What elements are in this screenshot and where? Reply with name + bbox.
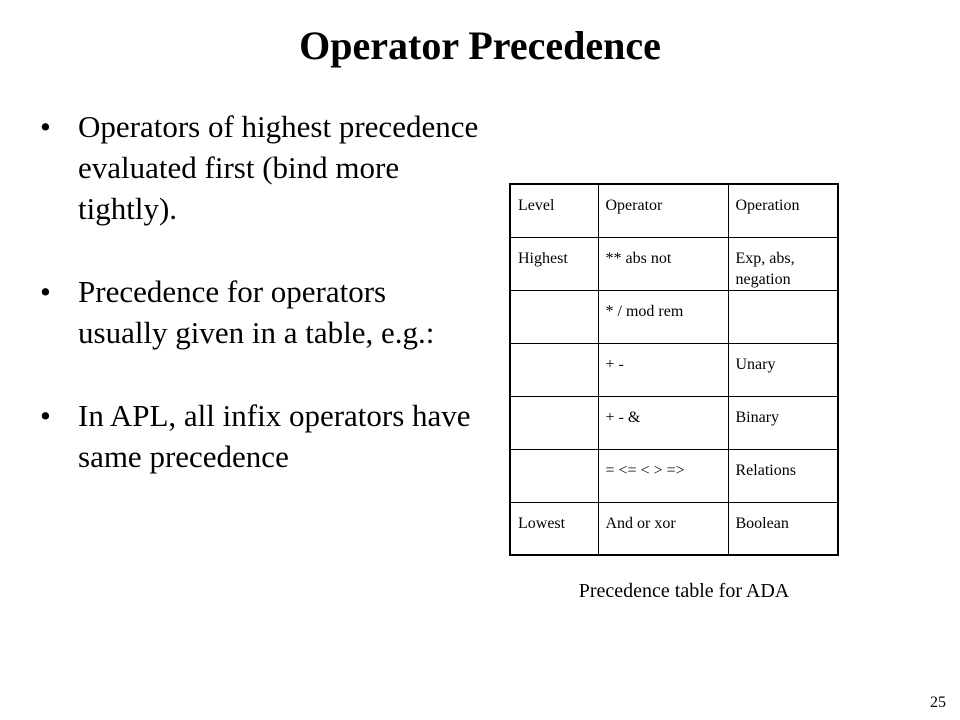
table-cell-operation: Boolean <box>728 502 838 555</box>
table-row <box>510 290 838 343</box>
table-cell-operator: + - & <box>598 396 728 449</box>
header-cell-level: Level <box>510 184 598 237</box>
bullet-item <box>40 395 480 477</box>
table-cell-operator: And or xor <box>598 502 728 555</box>
header-cell-operator: Operator <box>598 184 728 237</box>
bullet-marker: • <box>40 274 51 309</box>
bullet-text: Precedence for operators usually given in a table, e.g.: <box>78 274 435 350</box>
table-cell-operation <box>728 290 838 343</box>
bullet-text: In APL, all infix operators have same precedence <box>78 398 471 474</box>
table-cell-operation: Exp, abs, negation <box>728 237 838 290</box>
table-cell-level <box>510 396 598 449</box>
table-cell-operation: Unary <box>728 343 838 396</box>
table-cell-level: Highest <box>510 237 598 290</box>
table-cell-operator: ** abs not <box>598 237 728 290</box>
header-cell-operation: Operation <box>728 184 838 237</box>
bullet-marker: • <box>40 109 51 144</box>
table-row <box>510 396 838 449</box>
bullet-list <box>40 106 480 519</box>
table-cell-operator: * / mod rem <box>598 290 728 343</box>
bullet-item <box>40 271 480 353</box>
table-cell-level: Lowest <box>510 502 598 555</box>
table-cell-operation: Binary <box>728 396 838 449</box>
table-row <box>510 449 838 502</box>
table-cell-operation: Relations <box>728 449 838 502</box>
bullet-item <box>40 106 480 229</box>
table-header-row <box>510 184 838 237</box>
slide-title: Operator Precedence <box>299 23 661 68</box>
table-cell-level <box>510 343 598 396</box>
table-cell-operator: + - <box>598 343 728 396</box>
precedence-table <box>509 183 839 556</box>
precedence-table-container <box>509 183 839 556</box>
table-row <box>510 237 838 290</box>
table-cell-level <box>510 449 598 502</box>
bullet-marker: • <box>40 398 51 433</box>
table-row <box>510 502 838 555</box>
table-caption: Precedence table for ADA <box>578 580 790 602</box>
table-cell-level <box>510 290 598 343</box>
bullet-text: Operators of highest precedence evaluated first (bind more tightly). <box>78 109 479 226</box>
page-number: 25 <box>930 694 946 711</box>
table-cell-operator: = <= < > => <box>598 449 728 502</box>
table-row <box>510 343 838 396</box>
